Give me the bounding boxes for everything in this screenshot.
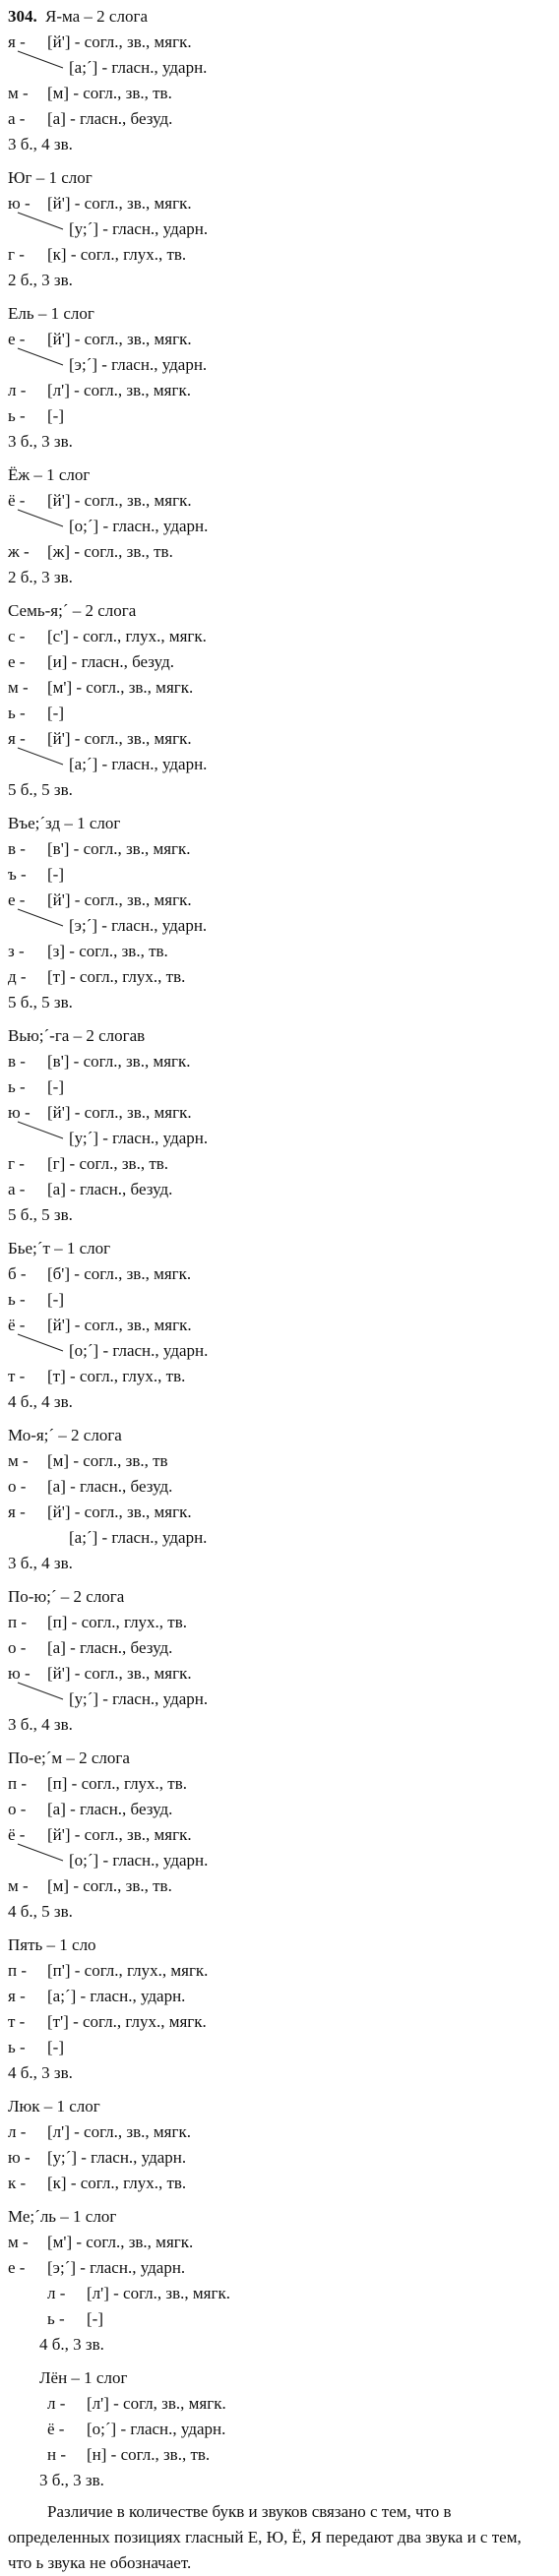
analysis-row <box>0 1797 559 1822</box>
sound-description: [у;´] - гласн., ударн. <box>47 2148 187 2167</box>
letter-label: е - <box>8 330 26 348</box>
analysis-row <box>0 1151 559 1177</box>
analysis-row <box>0 1126 559 1151</box>
block-title <box>0 165 559 191</box>
analysis-row <box>0 1771 559 1797</box>
sound-description: [о;´] - гласн., ударн. <box>87 2420 226 2438</box>
block-title-text: Юг – 1 слог <box>8 168 93 187</box>
sound-description: [о;´] - гласн., ударн. <box>69 1851 209 1870</box>
sound-description: [к] - согл., глух., тв. <box>47 2174 187 2192</box>
analysis-row <box>0 964 559 990</box>
block-title-text: Я-ма – 2 слога <box>45 7 148 26</box>
analysis-row <box>0 675 559 701</box>
analysis-row <box>0 1661 559 1687</box>
analysis-row <box>0 2306 559 2332</box>
analysis-row <box>0 30 559 55</box>
sound-description: [л'] - согл, зв., мягк. <box>87 2394 226 2413</box>
sound-description: [а;´] - гласн., ударн. <box>69 58 208 77</box>
analysis-row <box>0 378 559 403</box>
letter-label: м - <box>8 1876 29 1895</box>
analysis-row <box>0 862 559 888</box>
analysis-row <box>0 649 559 675</box>
analysis-row <box>0 1635 559 1661</box>
block-summary <box>0 132 559 157</box>
letter-label: к - <box>8 2174 27 2192</box>
sound-description: [п] - согл., глух., тв. <box>47 1774 188 1793</box>
sound-description: [а] - гласн., безуд. <box>47 1638 173 1657</box>
analysis-row <box>0 191 559 216</box>
analysis-row <box>0 701 559 726</box>
exercise-number: 304. <box>8 7 37 26</box>
letter-label: т - <box>8 2012 26 2031</box>
analysis-row <box>0 1287 559 1313</box>
letter-label: н - <box>47 2445 67 2464</box>
letter-label: л - <box>47 2394 66 2413</box>
analysis-row <box>0 2417 559 2442</box>
block-summary <box>0 2468 559 2493</box>
block-title <box>0 1584 559 1610</box>
block-title-text: Ме;´ль – 1 слог <box>8 2207 117 2226</box>
letter-label: а - <box>8 1180 26 1198</box>
sound-description: [м] - согл., зв., тв <box>47 1451 168 1470</box>
sound-description: [а;´] - гласн., ударн. <box>47 1987 186 2005</box>
analysis-row <box>0 539 559 565</box>
block-summary <box>0 429 559 455</box>
letter-label: ю - <box>8 1664 31 1683</box>
sound-description: [м'] - согл., зв., мягк. <box>47 2233 194 2251</box>
block-summary <box>0 1899 559 1925</box>
sound-description: [у;´] - гласн., ударн. <box>69 1689 209 1708</box>
block-summary <box>0 1551 559 1576</box>
sound-description: [а;´] - гласн., ударн. <box>69 755 208 773</box>
block-summary <box>0 2332 559 2358</box>
block-summary <box>0 777 559 803</box>
analysis-row <box>0 836 559 862</box>
block-summary <box>0 565 559 590</box>
analysis-row <box>0 2119 559 2145</box>
analysis-row <box>0 2391 559 2417</box>
analysis-row <box>0 1500 559 1525</box>
sound-description: [с'] - согл., глух., мягк. <box>47 627 207 645</box>
analysis-row <box>0 1822 559 1848</box>
letter-label: в - <box>8 1052 26 1071</box>
analysis-row <box>0 2145 559 2171</box>
letter-label: м - <box>8 2233 29 2251</box>
analysis-row <box>0 1984 559 2009</box>
sound-description: [а;´] - гласн., ударн. <box>69 1528 208 1547</box>
letter-label: ь - <box>8 1290 26 1309</box>
analysis-row <box>0 2442 559 2468</box>
letter-label: о - <box>8 1477 27 1496</box>
analysis-row <box>0 1610 559 1635</box>
letter-label: б - <box>8 1264 27 1283</box>
letter-label: м - <box>8 84 29 102</box>
letter-label: г - <box>8 1154 25 1173</box>
block-summary <box>0 1712 559 1738</box>
block-summary <box>0 1389 559 1415</box>
letter-label: я - <box>8 32 26 51</box>
block-title-text: Въе;´зд – 1 слог <box>8 814 121 832</box>
analysis-row <box>0 1338 559 1364</box>
block-summary <box>0 990 559 1015</box>
sound-description: [л'] - согл., зв., мягк. <box>47 2122 191 2141</box>
summary-text: 3 б., 3 зв. <box>8 432 73 451</box>
letter-label: т - <box>8 1367 26 1385</box>
letter-label: п - <box>8 1961 28 1980</box>
analysis-row <box>0 1474 559 1500</box>
analysis-row <box>0 1687 559 1712</box>
sound-description: [м'] - согл., зв., мягк. <box>47 678 194 697</box>
letter-label: ё - <box>47 2420 65 2438</box>
sound-description: [й'] - согл., зв., мягк. <box>47 1503 192 1521</box>
summary-text: 3 б., 4 зв. <box>8 1715 73 1734</box>
summary-text: 4 б., 3 зв. <box>8 2063 73 2082</box>
analysis-row <box>0 1873 559 1899</box>
letter-label: г - <box>8 245 25 264</box>
block-title-text: Вью;´-га – 2 слогав <box>8 1026 146 1045</box>
sound-description: [о;´] - гласн., ударн. <box>69 517 209 535</box>
block-summary <box>0 1202 559 1228</box>
letter-label: а - <box>8 109 26 128</box>
block-title-text: Ёж – 1 слог <box>8 465 91 484</box>
conclusion-paragraph: Различие в количестве букв и звуков связано с тем, что в определенных позициях гласный Е, Ю, Ё, Я передают два звука и с тем, что ь звука не обозначает. <box>8 2502 522 2572</box>
sound-description: [-] <box>47 1077 64 1096</box>
letter-label: ж - <box>8 542 30 561</box>
summary-text: 4 б., 4 зв. <box>8 1392 73 1411</box>
analysis-row <box>0 2171 559 2196</box>
analysis-row <box>0 939 559 964</box>
letter-label: е - <box>8 890 26 909</box>
sound-description: [й'] - согл., зв., мягк. <box>47 194 192 213</box>
analysis-row <box>0 1100 559 1126</box>
block-title <box>0 2204 559 2230</box>
summary-text: 3 б., 4 зв. <box>8 1554 73 1572</box>
block-title-text: Люк – 1 слог <box>8 2097 100 2116</box>
sound-description: [у;´] - гласн., ударн. <box>69 219 209 238</box>
sound-description: [й'] - согл., зв., мягк. <box>47 890 192 909</box>
sound-description: [г] - согл., зв., тв. <box>47 1154 169 1173</box>
analysis-row <box>0 403 559 429</box>
analysis-row <box>0 1364 559 1389</box>
analysis-row <box>0 352 559 378</box>
sound-description: [о;´] - гласн., ударн. <box>69 1341 209 1360</box>
sound-description: [й'] - согл., зв., мягк. <box>47 1825 192 1844</box>
analysis-row <box>0 55 559 81</box>
analysis-row <box>0 106 559 132</box>
letter-label: ю - <box>8 194 31 213</box>
sound-description: [у;´] - гласн., ударн. <box>69 1129 209 1147</box>
block-summary <box>0 2060 559 2086</box>
sound-description: [т'] - согл., глух., мягк. <box>47 2012 207 2031</box>
analysis-row <box>0 2009 559 2035</box>
letter-label: ь - <box>8 1077 26 1096</box>
block-title-text: По-е;´м – 2 слога <box>8 1748 130 1767</box>
sound-description: [-] <box>47 406 64 425</box>
summary-text: 4 б., 5 зв. <box>8 1902 73 1921</box>
sound-description: [а] - гласн., безуд. <box>47 1180 173 1198</box>
letter-label: е - <box>8 652 26 671</box>
block-title <box>0 1932 559 1958</box>
letter-label: в - <box>8 839 26 858</box>
sound-description: [к] - согл., глух., тв. <box>47 245 187 264</box>
letter-label: ё - <box>8 1825 26 1844</box>
letter-label: л - <box>8 2122 27 2141</box>
letter-label: ю - <box>8 2148 31 2167</box>
sound-description: [й'] - согл., зв., мягк. <box>47 1103 192 1122</box>
summary-text: 3 б., 4 зв. <box>8 135 73 153</box>
sound-description: [в'] - согл., зв., мягк. <box>47 839 191 858</box>
sound-description: [п'] - согл., глух., мягк. <box>47 1961 209 1980</box>
sound-description: [м] - согл., зв., тв. <box>47 84 172 102</box>
analysis-row <box>0 1958 559 1984</box>
sound-description: [-] <box>47 704 64 722</box>
block-title <box>0 1236 559 1261</box>
analysis-row <box>0 624 559 649</box>
letter-label: д - <box>8 967 27 986</box>
letter-label: е - <box>8 2258 26 2277</box>
letter-label: ю - <box>8 1103 31 1122</box>
block-title-text: Семь-я;´ – 2 слога <box>8 601 137 620</box>
sound-description: [т] - согл., глух., тв. <box>47 1367 186 1385</box>
sound-description: [б'] - согл., зв., мягк. <box>47 1264 192 1283</box>
block-title-text: Ель – 1 слог <box>8 304 94 323</box>
sound-description: [й'] - согл., зв., мягк. <box>47 32 192 51</box>
block-title-text: По-ю;´ – 2 слога <box>8 1587 125 1606</box>
analysis-row <box>0 216 559 242</box>
letter-label: л - <box>47 2284 66 2302</box>
analysis-row <box>0 1448 559 1474</box>
sound-description: [-] <box>47 865 64 884</box>
summary-text: 2 б., 3 зв. <box>8 271 73 289</box>
sound-description: [э;´] - гласн., ударн. <box>69 916 208 935</box>
letter-label: м - <box>8 678 29 697</box>
block-title <box>0 301 559 327</box>
analysis-row <box>0 327 559 352</box>
sound-description: [а] - гласн., безуд. <box>47 109 173 128</box>
analysis-row <box>0 752 559 777</box>
analysis-row <box>0 1313 559 1338</box>
block-title-text: Пять – 1 сло <box>8 1935 96 1954</box>
analysis-row <box>0 1525 559 1551</box>
analysis-row <box>0 1261 559 1287</box>
sound-description: [й'] - согл., зв., мягк. <box>47 330 192 348</box>
analysis-row <box>0 514 559 539</box>
analysis-row <box>0 913 559 939</box>
analysis-row <box>0 2255 559 2281</box>
letter-label: ь - <box>8 406 26 425</box>
letter-label: я - <box>8 729 26 748</box>
analysis-row <box>0 2035 559 2060</box>
summary-text: 4 б., 3 зв. <box>39 2335 104 2354</box>
sound-description: [з] - согл., зв., тв. <box>47 942 168 960</box>
analysis-row <box>0 1177 559 1202</box>
sound-description: [й'] - согл., зв., мягк. <box>47 1664 192 1683</box>
letter-label: з - <box>8 942 25 960</box>
block-title <box>0 811 559 836</box>
sound-description: [м] - согл., зв., тв. <box>47 1876 172 1895</box>
sound-description: [э;´] - гласн., ударн. <box>47 2258 186 2277</box>
analysis-row <box>0 726 559 752</box>
sound-description: [т] - согл., глух., тв. <box>47 967 186 986</box>
sound-description: [й'] - согл., зв., мягк. <box>47 729 192 748</box>
letter-label: о - <box>8 1638 27 1657</box>
block-title <box>0 1023 559 1049</box>
analysis-row <box>0 1074 559 1100</box>
letter-label: ё - <box>8 1316 26 1334</box>
sound-description: [в'] - согл., зв., мягк. <box>47 1052 191 1071</box>
letter-label: ъ - <box>8 865 27 884</box>
summary-text: 2 б., 3 зв. <box>8 568 73 586</box>
block-title <box>0 4 559 30</box>
sound-description: [й'] - согл., зв., мягк. <box>47 491 192 510</box>
analysis-row <box>0 2281 559 2306</box>
sound-description: [э;´] - гласн., ударн. <box>69 355 208 374</box>
block-summary <box>0 268 559 293</box>
block-title <box>0 1423 559 1448</box>
letter-label: ь - <box>8 2038 26 2056</box>
sound-description: [п] - согл., глух., тв. <box>47 1613 188 1631</box>
sound-description: [ж] - согл., зв., тв. <box>47 542 173 561</box>
analysis-row <box>0 488 559 514</box>
sound-description: [н] - согл., зв., тв. <box>87 2445 211 2464</box>
sound-description: [й'] - согл., зв., мягк. <box>47 1316 192 1334</box>
sound-description: [а] - гласн., безуд. <box>47 1477 173 1496</box>
letter-label: я - <box>8 1987 26 2005</box>
summary-text: 5 б., 5 зв. <box>8 780 73 799</box>
analysis-row <box>0 1049 559 1074</box>
summary-text: 5 б., 5 зв. <box>8 993 73 1012</box>
letter-label: л - <box>8 381 27 399</box>
analysis-row <box>0 81 559 106</box>
letter-label: я - <box>8 1503 26 1521</box>
analysis-row <box>0 2230 559 2255</box>
block-title <box>0 462 559 488</box>
letter-label: п - <box>8 1774 28 1793</box>
analysis-row <box>0 888 559 913</box>
analysis-row <box>0 1848 559 1873</box>
summary-text: 3 б., 3 зв. <box>39 2471 104 2489</box>
letter-label: м - <box>8 1451 29 1470</box>
sound-description: [и] - гласн., безуд. <box>47 652 174 671</box>
sound-description: [-] <box>47 1290 64 1309</box>
sound-description: [-] <box>47 2038 64 2056</box>
summary-text: 5 б., 5 зв. <box>8 1205 73 1224</box>
sound-description: [а] - гласн., безуд. <box>47 1800 173 1818</box>
letter-label: с - <box>8 627 26 645</box>
block-title-text: Бье;´т – 1 слог <box>8 1239 111 1257</box>
letter-label: ь - <box>8 704 26 722</box>
block-title-text: Лён – 1 слог <box>39 2368 128 2387</box>
analysis-row <box>0 242 559 268</box>
block-title <box>0 598 559 624</box>
letter-label: ё - <box>8 491 26 510</box>
letter-label: о - <box>8 1800 27 1818</box>
block-title <box>0 2094 559 2119</box>
sound-description: [-] <box>87 2309 103 2328</box>
letter-label: ь - <box>47 2309 65 2328</box>
letter-label: п - <box>8 1613 28 1631</box>
sound-description: [л'] - согл., зв., мягк. <box>47 381 191 399</box>
block-title <box>0 2365 559 2391</box>
sound-description: [л'] - согл., зв., мягк. <box>87 2284 230 2302</box>
block-title-text: Мо-я;´ – 2 слога <box>8 1426 122 1444</box>
block-title <box>0 1746 559 1771</box>
